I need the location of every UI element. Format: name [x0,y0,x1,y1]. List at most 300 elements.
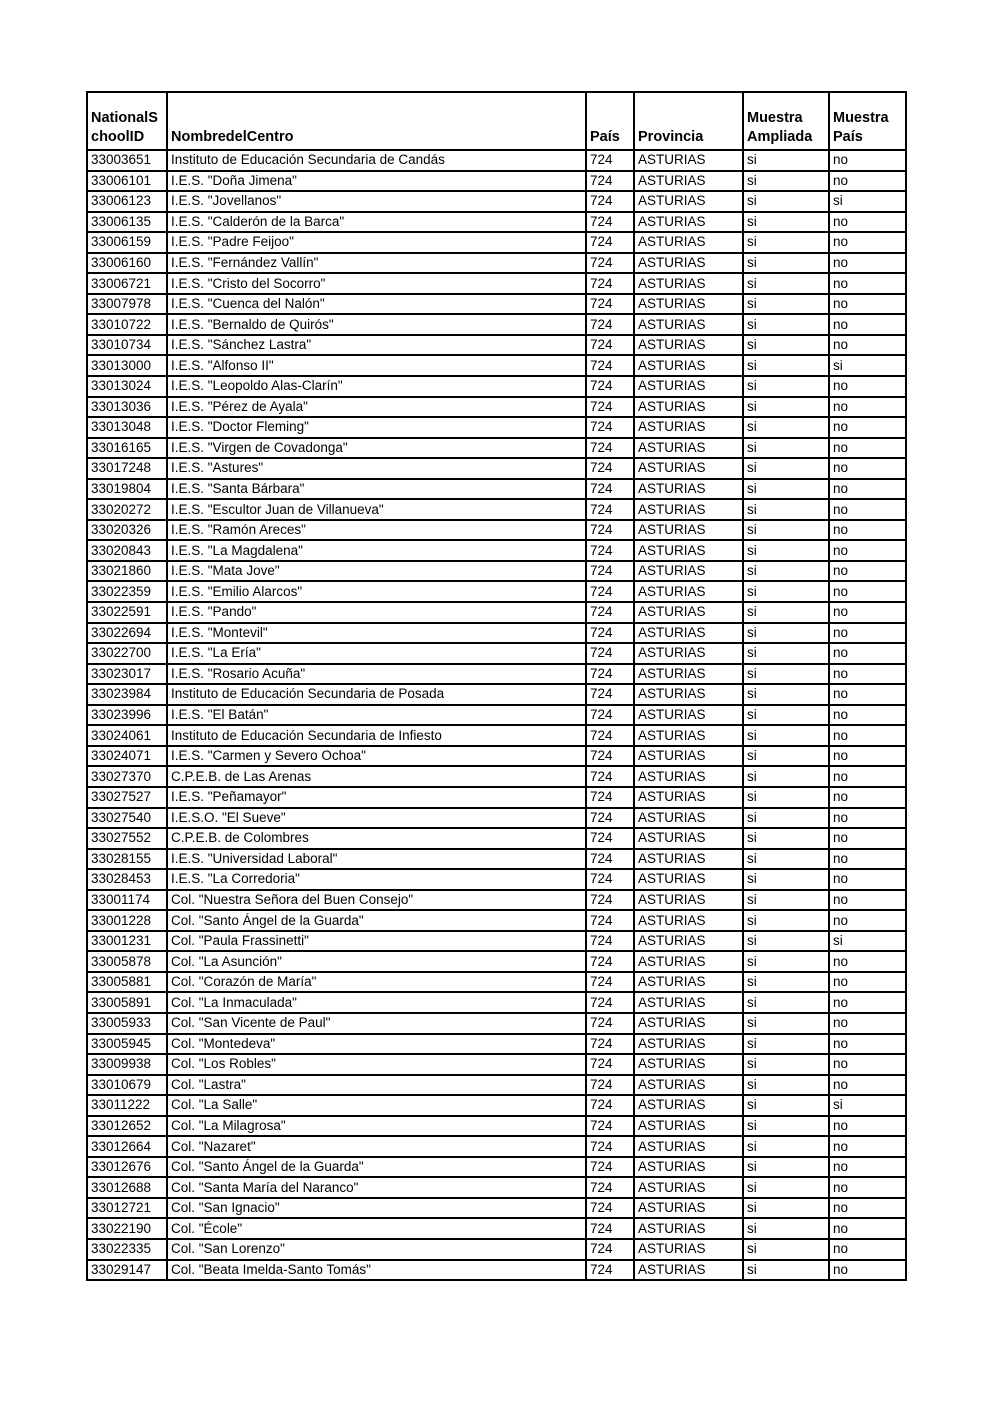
cell-provincia: ASTURIAS [634,1054,743,1075]
cell-provincia: ASTURIAS [634,931,743,952]
cell-muestra-ampliada: si [743,458,829,479]
cell-muestra-ampliada: si [743,1116,829,1137]
cell-muestra-pais: no [829,602,906,623]
cell-provincia: ASTURIAS [634,1136,743,1157]
cell-pais: 724 [586,1095,634,1116]
cell-school-id: 33005881 [87,972,167,993]
cell-provincia: ASTURIAS [634,1116,743,1137]
cell-muestra-pais: si [829,355,906,376]
column-header-col-pais: País [586,92,634,150]
cell-muestra-ampliada: si [743,1136,829,1157]
cell-centro-name: I.E.S. "Cristo del Socorro" [167,273,586,294]
cell-pais: 724 [586,623,634,644]
cell-pais: 724 [586,1013,634,1034]
cell-provincia: ASTURIAS [634,849,743,870]
table-row [87,1157,906,1178]
table-row [87,1054,906,1075]
cell-muestra-pais: no [829,766,906,787]
table-row [87,1013,906,1034]
cell-school-id: 33005933 [87,1013,167,1034]
cell-school-id: 33023984 [87,684,167,705]
cell-provincia: ASTURIAS [634,355,743,376]
cell-pais: 724 [586,499,634,520]
cell-centro-name: I.E.S. "Padre Feijoo" [167,232,586,253]
cell-school-id: 33027540 [87,808,167,829]
cell-pais: 724 [586,253,634,274]
cell-school-id: 33007978 [87,294,167,315]
cell-provincia: ASTURIAS [634,623,743,644]
cell-school-id: 33022694 [87,623,167,644]
cell-school-id: 33027370 [87,766,167,787]
cell-centro-name: Col. "Santo Ángel de la Guarda" [167,910,586,931]
table-row [87,766,906,787]
cell-centro-name: Col. "Corazón de María" [167,972,586,993]
cell-pais: 724 [586,1116,634,1137]
table-row [87,417,906,438]
cell-muestra-pais: no [829,417,906,438]
cell-pais: 724 [586,417,634,438]
cell-muestra-ampliada: si [743,1239,829,1260]
cell-muestra-pais: no [829,1054,906,1075]
cell-pais: 724 [586,1198,634,1219]
table-header-row [87,92,906,150]
cell-school-id: 33021860 [87,561,167,582]
cell-muestra-pais: no [829,540,906,561]
cell-muestra-ampliada: si [743,910,829,931]
cell-centro-name: Col. "San Lorenzo" [167,1239,586,1260]
cell-centro-name: Col. "San Ignacio" [167,1198,586,1219]
table-row [87,972,906,993]
cell-muestra-pais: no [829,561,906,582]
cell-provincia: ASTURIAS [634,458,743,479]
cell-muestra-ampliada: si [743,602,829,623]
cell-school-id: 33011222 [87,1095,167,1116]
cell-centro-name: I.E.S. "Pando" [167,602,586,623]
cell-muestra-ampliada: si [743,212,829,233]
column-header-col-muestra-pais: Muestra País [829,92,906,150]
cell-provincia: ASTURIAS [634,212,743,233]
cell-provincia: ASTURIAS [634,335,743,356]
cell-school-id: 33012652 [87,1116,167,1137]
cell-provincia: ASTURIAS [634,643,743,664]
cell-pais: 724 [586,1054,634,1075]
cell-muestra-ampliada: si [743,314,829,335]
cell-muestra-ampliada: si [743,273,829,294]
cell-school-id: 33010679 [87,1075,167,1096]
cell-centro-name: I.E.S. "Sánchez Lastra" [167,335,586,356]
cell-school-id: 33006135 [87,212,167,233]
cell-muestra-ampliada: si [743,1198,829,1219]
cell-muestra-ampliada: si [743,540,829,561]
cell-muestra-ampliada: si [743,561,829,582]
cell-provincia: ASTURIAS [634,540,743,561]
cell-centro-name: Col. "La Milagrosa" [167,1116,586,1137]
cell-centro-name: I.E.S. "Bernaldo de Quirós" [167,314,586,335]
cell-muestra-pais: no [829,150,906,171]
table-row [87,1239,906,1260]
cell-provincia: ASTURIAS [634,417,743,438]
cell-centro-name: I.E.S. "Alfonso II" [167,355,586,376]
cell-pais: 724 [586,787,634,808]
cell-provincia: ASTURIAS [634,602,743,623]
cell-muestra-pais: no [829,171,906,192]
cell-pais: 724 [586,684,634,705]
cell-centro-name: I.E.S. "Cuenca del Nalón" [167,294,586,315]
table-row [87,561,906,582]
cell-muestra-pais: no [829,643,906,664]
table-row [87,294,906,315]
cell-school-id: 33013036 [87,397,167,418]
table-row [87,869,906,890]
cell-provincia: ASTURIAS [634,725,743,746]
table-row [87,643,906,664]
cell-school-id: 33019804 [87,479,167,500]
cell-pais: 724 [586,910,634,931]
cell-school-id: 33010722 [87,314,167,335]
cell-school-id: 33028155 [87,849,167,870]
cell-provincia: ASTURIAS [634,684,743,705]
cell-muestra-pais: no [829,705,906,726]
cell-pais: 724 [586,294,634,315]
column-header-col-ampliada: Muestra Ampliada [743,92,829,150]
cell-school-id: 33012676 [87,1157,167,1178]
cell-pais: 724 [586,664,634,685]
cell-school-id: 33006159 [87,232,167,253]
cell-muestra-pais: no [829,232,906,253]
cell-muestra-ampliada: si [743,1054,829,1075]
cell-muestra-ampliada: si [743,1260,829,1281]
cell-pais: 724 [586,479,634,500]
column-header-col-provincia: Provincia [634,92,743,150]
cell-centro-name: I.E.S. "Virgen de Covadonga" [167,438,586,459]
table-row [87,602,906,623]
cell-pais: 724 [586,212,634,233]
table-row [87,479,906,500]
cell-provincia: ASTURIAS [634,746,743,767]
cell-muestra-pais: no [829,890,906,911]
cell-centro-name: Col. "Paula Frassinetti" [167,931,586,952]
cell-muestra-pais: no [829,992,906,1013]
cell-school-id: 33012721 [87,1198,167,1219]
cell-muestra-ampliada: si [743,479,829,500]
cell-school-id: 33006160 [87,253,167,274]
cell-provincia: ASTURIAS [634,376,743,397]
cell-pais: 724 [586,746,634,767]
cell-centro-name: Col. "Montedeva" [167,1034,586,1055]
cell-muestra-ampliada: si [743,1034,829,1055]
cell-muestra-ampliada: si [743,1013,829,1034]
cell-pais: 724 [586,581,634,602]
cell-muestra-ampliada: si [743,581,829,602]
cell-muestra-pais: no [829,787,906,808]
cell-centro-name: I.E.S. "Peñamayor" [167,787,586,808]
table-row [87,150,906,171]
table-row [87,992,906,1013]
cell-centro-name: Col. "San Vicente de Paul" [167,1013,586,1034]
cell-school-id: 33027527 [87,787,167,808]
school-table [86,91,907,1281]
cell-muestra-pais: no [829,273,906,294]
table-row [87,828,906,849]
cell-pais: 724 [586,890,634,911]
cell-centro-name: I.E.S.O. "El Sueve" [167,808,586,829]
cell-muestra-ampliada: si [743,417,829,438]
cell-muestra-pais: no [829,1260,906,1281]
cell-pais: 724 [586,520,634,541]
cell-muestra-pais: no [829,314,906,335]
cell-provincia: ASTURIAS [634,664,743,685]
cell-muestra-ampliada: si [743,787,829,808]
cell-centro-name: I.E.S. "Santa Bárbara" [167,479,586,500]
cell-school-id: 33020326 [87,520,167,541]
cell-provincia: ASTURIAS [634,273,743,294]
cell-centro-name: Col. "Santa María del Naranco" [167,1177,586,1198]
cell-pais: 724 [586,951,634,972]
cell-muestra-pais: si [829,191,906,212]
cell-muestra-ampliada: si [743,1095,829,1116]
cell-muestra-ampliada: si [743,664,829,685]
table-row [87,1075,906,1096]
table-row [87,355,906,376]
cell-provincia: ASTURIAS [634,1095,743,1116]
cell-centro-name: Col. "Los Robles" [167,1054,586,1075]
cell-muestra-pais: no [829,684,906,705]
cell-centro-name: I.E.S. "Pérez de Ayala" [167,397,586,418]
cell-muestra-ampliada: si [743,623,829,644]
cell-centro-name: I.E.S. "Calderón de la Barca" [167,212,586,233]
cell-muestra-ampliada: si [743,746,829,767]
cell-school-id: 33006101 [87,171,167,192]
column-header-col-id: NationalSchoolID [87,92,167,150]
cell-school-id: 33012664 [87,1136,167,1157]
cell-school-id: 33022591 [87,602,167,623]
cell-muestra-pais: no [829,1177,906,1198]
cell-centro-name: Col. "La Asunción" [167,951,586,972]
cell-muestra-ampliada: si [743,438,829,459]
cell-pais: 724 [586,232,634,253]
cell-provincia: ASTURIAS [634,581,743,602]
cell-muestra-pais: no [829,499,906,520]
cell-centro-name: Col. "La Inmaculada" [167,992,586,1013]
cell-provincia: ASTURIAS [634,438,743,459]
table-row [87,581,906,602]
cell-pais: 724 [586,992,634,1013]
table-row [87,540,906,561]
cell-muestra-pais: si [829,931,906,952]
cell-muestra-pais: no [829,253,906,274]
cell-centro-name: I.E.S. "Mata Jove" [167,561,586,582]
cell-muestra-pais: no [829,828,906,849]
cell-muestra-ampliada: si [743,150,829,171]
cell-school-id: 33009938 [87,1054,167,1075]
cell-school-id: 33010734 [87,335,167,356]
cell-pais: 724 [586,458,634,479]
table-row [87,253,906,274]
cell-provincia: ASTURIAS [634,232,743,253]
cell-school-id: 33020843 [87,540,167,561]
cell-school-id: 33013048 [87,417,167,438]
cell-muestra-pais: no [829,623,906,644]
table-row [87,808,906,829]
cell-school-id: 33013000 [87,355,167,376]
cell-centro-name: Col. "Beata Imelda-Santo Tomás" [167,1260,586,1281]
table-row [87,520,906,541]
table-row [87,725,906,746]
table-row [87,931,906,952]
cell-centro-name: Instituto de Educación Secundaria de Candás [167,150,586,171]
cell-pais: 724 [586,335,634,356]
cell-muestra-pais: no [829,520,906,541]
cell-muestra-ampliada: si [743,499,829,520]
cell-school-id: 33005891 [87,992,167,1013]
cell-provincia: ASTURIAS [634,1218,743,1239]
cell-provincia: ASTURIAS [634,1239,743,1260]
table-row [87,849,906,870]
cell-school-id: 33029147 [87,1260,167,1281]
cell-muestra-ampliada: si [743,232,829,253]
cell-muestra-pais: no [829,972,906,993]
cell-school-id: 33022700 [87,643,167,664]
cell-provincia: ASTURIAS [634,520,743,541]
cell-centro-name: I.E.S. "Fernández Vallín" [167,253,586,274]
cell-centro-name: Col. "La Salle" [167,1095,586,1116]
cell-school-id: 33017248 [87,458,167,479]
cell-muestra-ampliada: si [743,849,829,870]
cell-muestra-pais: no [829,869,906,890]
cell-muestra-ampliada: si [743,828,829,849]
cell-muestra-pais: no [829,376,906,397]
cell-muestra-pais: no [829,294,906,315]
cell-centro-name: I.E.S. "Universidad Laboral" [167,849,586,870]
table-row [87,1218,906,1239]
cell-provincia: ASTURIAS [634,972,743,993]
cell-muestra-pais: no [829,397,906,418]
cell-provincia: ASTURIAS [634,869,743,890]
cell-centro-name: Col. "Nuestra Señora del Buen Consejo" [167,890,586,911]
table-row [87,171,906,192]
cell-provincia: ASTURIAS [634,397,743,418]
column-header-col-name: NombredelCentro [167,92,586,150]
table-row [87,1136,906,1157]
table-row [87,746,906,767]
cell-pais: 724 [586,828,634,849]
cell-school-id: 33013024 [87,376,167,397]
cell-school-id: 33022335 [87,1239,167,1260]
cell-muestra-ampliada: si [743,951,829,972]
cell-provincia: ASTURIAS [634,314,743,335]
table-row [87,458,906,479]
cell-muestra-ampliada: si [743,643,829,664]
cell-centro-name: I.E.S. "El Batán" [167,705,586,726]
table-row [87,438,906,459]
cell-pais: 724 [586,150,634,171]
cell-centro-name: I.E.S. "Montevil" [167,623,586,644]
cell-provincia: ASTURIAS [634,1177,743,1198]
cell-centro-name: Col. "École" [167,1218,586,1239]
cell-provincia: ASTURIAS [634,705,743,726]
cell-pais: 724 [586,1218,634,1239]
cell-muestra-pais: no [829,1034,906,1055]
cell-muestra-ampliada: si [743,397,829,418]
cell-school-id: 33022190 [87,1218,167,1239]
cell-centro-name: I.E.S. "Leopoldo Alas-Clarín" [167,376,586,397]
table-row [87,951,906,972]
cell-muestra-ampliada: si [743,972,829,993]
table-row [87,1260,906,1281]
cell-school-id: 33001231 [87,931,167,952]
cell-provincia: ASTURIAS [634,1013,743,1034]
cell-school-id: 33024071 [87,746,167,767]
cell-centro-name: I.E.S. "La Corredoria" [167,869,586,890]
table-row [87,705,906,726]
table-row [87,335,906,356]
cell-muestra-pais: no [829,746,906,767]
table-row [87,1116,906,1137]
cell-centro-name: Instituto de Educación Secundaria de Posada [167,684,586,705]
cell-pais: 724 [586,972,634,993]
cell-school-id: 33005878 [87,951,167,972]
cell-centro-name: I.E.S. "Escultor Juan de Villanueva" [167,499,586,520]
cell-muestra-pais: no [829,212,906,233]
cell-pais: 724 [586,643,634,664]
cell-pais: 724 [586,1136,634,1157]
cell-muestra-ampliada: si [743,808,829,829]
cell-provincia: ASTURIAS [634,910,743,931]
table-row [87,1034,906,1055]
cell-muestra-ampliada: si [743,253,829,274]
cell-muestra-pais: no [829,335,906,356]
cell-centro-name: I.E.S. "Rosario Acuña" [167,664,586,685]
table-row [87,787,906,808]
cell-muestra-pais: no [829,664,906,685]
cell-pais: 724 [586,602,634,623]
cell-pais: 724 [586,171,634,192]
cell-pais: 724 [586,931,634,952]
cell-pais: 724 [586,705,634,726]
cell-pais: 724 [586,849,634,870]
cell-muestra-ampliada: si [743,705,829,726]
table-row [87,314,906,335]
table-row [87,1095,906,1116]
cell-centro-name: I.E.S. "Jovellanos" [167,191,586,212]
cell-muestra-ampliada: si [743,869,829,890]
cell-pais: 724 [586,1239,634,1260]
cell-muestra-ampliada: si [743,890,829,911]
cell-school-id: 33006123 [87,191,167,212]
cell-muestra-pais: no [829,1075,906,1096]
cell-school-id: 33005945 [87,1034,167,1055]
cell-muestra-ampliada: si [743,766,829,787]
cell-pais: 724 [586,355,634,376]
cell-provincia: ASTURIAS [634,787,743,808]
cell-provincia: ASTURIAS [634,499,743,520]
table-row [87,1198,906,1219]
cell-muestra-ampliada: si [743,1218,829,1239]
cell-muestra-ampliada: si [743,376,829,397]
cell-pais: 724 [586,1034,634,1055]
cell-provincia: ASTURIAS [634,1157,743,1178]
cell-centro-name: I.E.S. "La Ería" [167,643,586,664]
cell-muestra-pais: no [829,1116,906,1137]
cell-pais: 724 [586,376,634,397]
cell-muestra-pais: no [829,1157,906,1178]
table-row [87,623,906,644]
table-row [87,890,906,911]
cell-school-id: 33016165 [87,438,167,459]
cell-provincia: ASTURIAS [634,253,743,274]
table-row [87,1177,906,1198]
cell-centro-name: C.P.E.B. de Colombres [167,828,586,849]
